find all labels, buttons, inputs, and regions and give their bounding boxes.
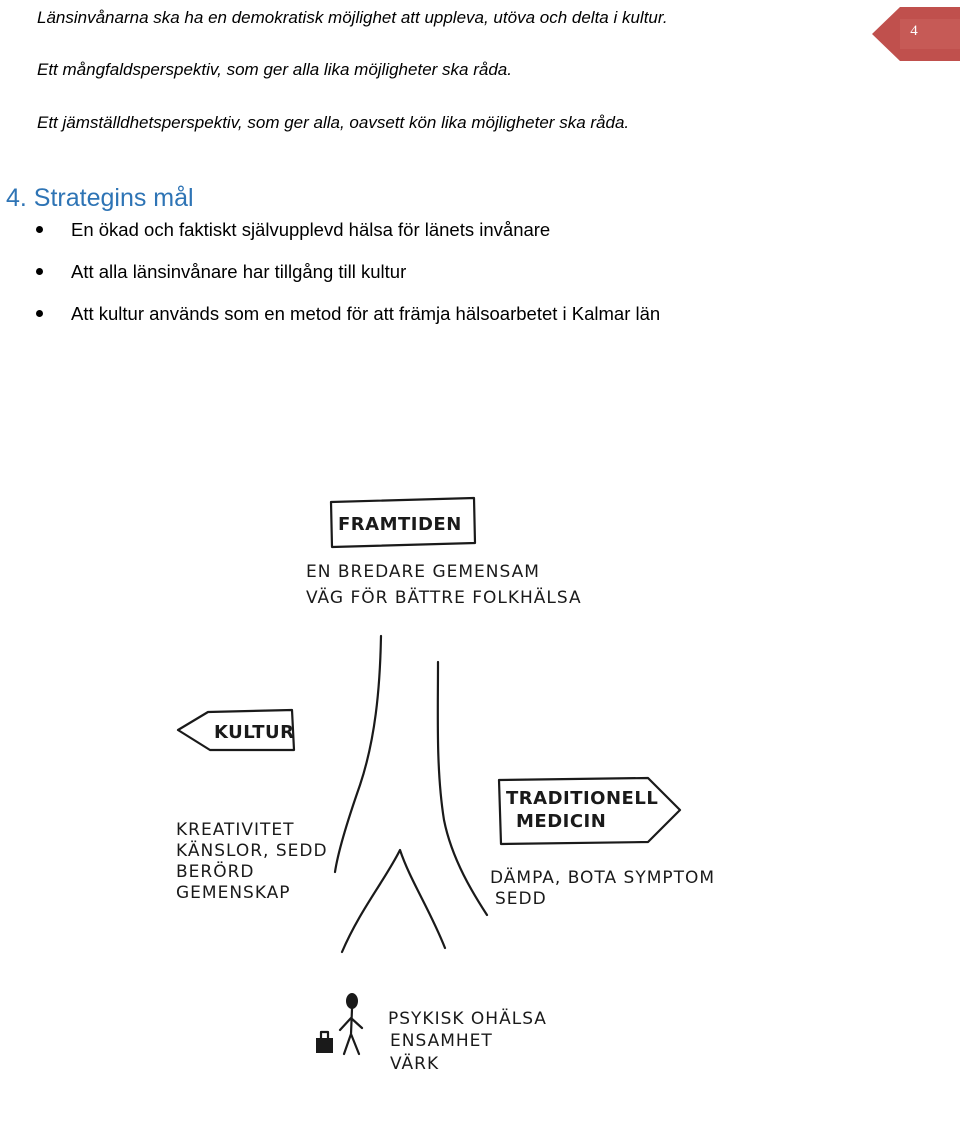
future-sign-label: FRAMTIDEN [338, 514, 462, 535]
future-sign [331, 498, 475, 547]
goal-text: Att kultur används som en metod för att främja hälsoarbetet i Kalmar län [71, 303, 661, 324]
road-left-outer [335, 636, 381, 872]
culture-sign-label: KULTUR [214, 722, 295, 743]
person-caption-line: PSYKISK OHÄLSA [388, 1009, 547, 1029]
medicine-sign-label: MEDICIN [516, 811, 607, 832]
road-drawing [335, 636, 487, 952]
figure-head [346, 993, 358, 1009]
briefcase-icon [316, 1032, 333, 1053]
road-right-outer [438, 662, 487, 915]
person-caption-line: VÄRK [390, 1054, 440, 1074]
figure-body [340, 1009, 362, 1054]
culture-caption-line: KREATIVITET [176, 820, 295, 840]
medicine-caption-line: SEDD [495, 889, 547, 909]
person-caption-line: ENSAMHET [390, 1031, 493, 1051]
road-fork-inner [342, 850, 445, 952]
intro-diversity-text: Ett mångfaldsperspektiv, som ger alla lika möjligheter ska råda. [37, 60, 512, 79]
goal-text: Att alla länsinvånare har tillgång till kultur [71, 261, 407, 282]
intro-democracy-text: Länsinvånarna ska ha en demokratisk möjlighet att uppleva, utöva och delta i kultur. [37, 8, 668, 27]
culture-caption-line: KÄNSLOR, SEDD [176, 841, 328, 861]
future-caption-line: VÄG FÖR BÄTTRE FOLKHÄLSA [306, 588, 582, 608]
intro-equality-text: Ett jämställdhetsperspektiv, som ger alla, oavsett kön lika möjligheter ska råda. [37, 113, 630, 132]
future-caption-line: EN BREDARE GEMENSAM [306, 562, 540, 582]
page-number-tab [872, 7, 960, 61]
medicine-caption-line: DÄMPA, BOTA SYMPTOM [490, 868, 716, 888]
culture-caption-line: BERÖRD [176, 862, 255, 882]
medicine-sign-label: TRADITIONELL [506, 788, 659, 809]
culture-sign [178, 710, 295, 750]
bullet-icon [36, 226, 43, 233]
section-heading: 4. Strategins mål [6, 184, 194, 212]
page-number: 4 [910, 23, 918, 39]
stick-figure-icon [340, 993, 362, 1054]
bullet-icon [36, 268, 43, 275]
crossroads-illustration [0, 440, 960, 1131]
briefcase-body [316, 1038, 333, 1053]
bullet-icon [36, 310, 43, 317]
goal-text: En ökad och faktiskt självupplevd hälsa för länets invånare [71, 219, 551, 240]
briefcase-handle [321, 1032, 328, 1038]
medicine-sign [499, 778, 680, 844]
culture-caption-line: GEMENSKAP [176, 883, 291, 903]
